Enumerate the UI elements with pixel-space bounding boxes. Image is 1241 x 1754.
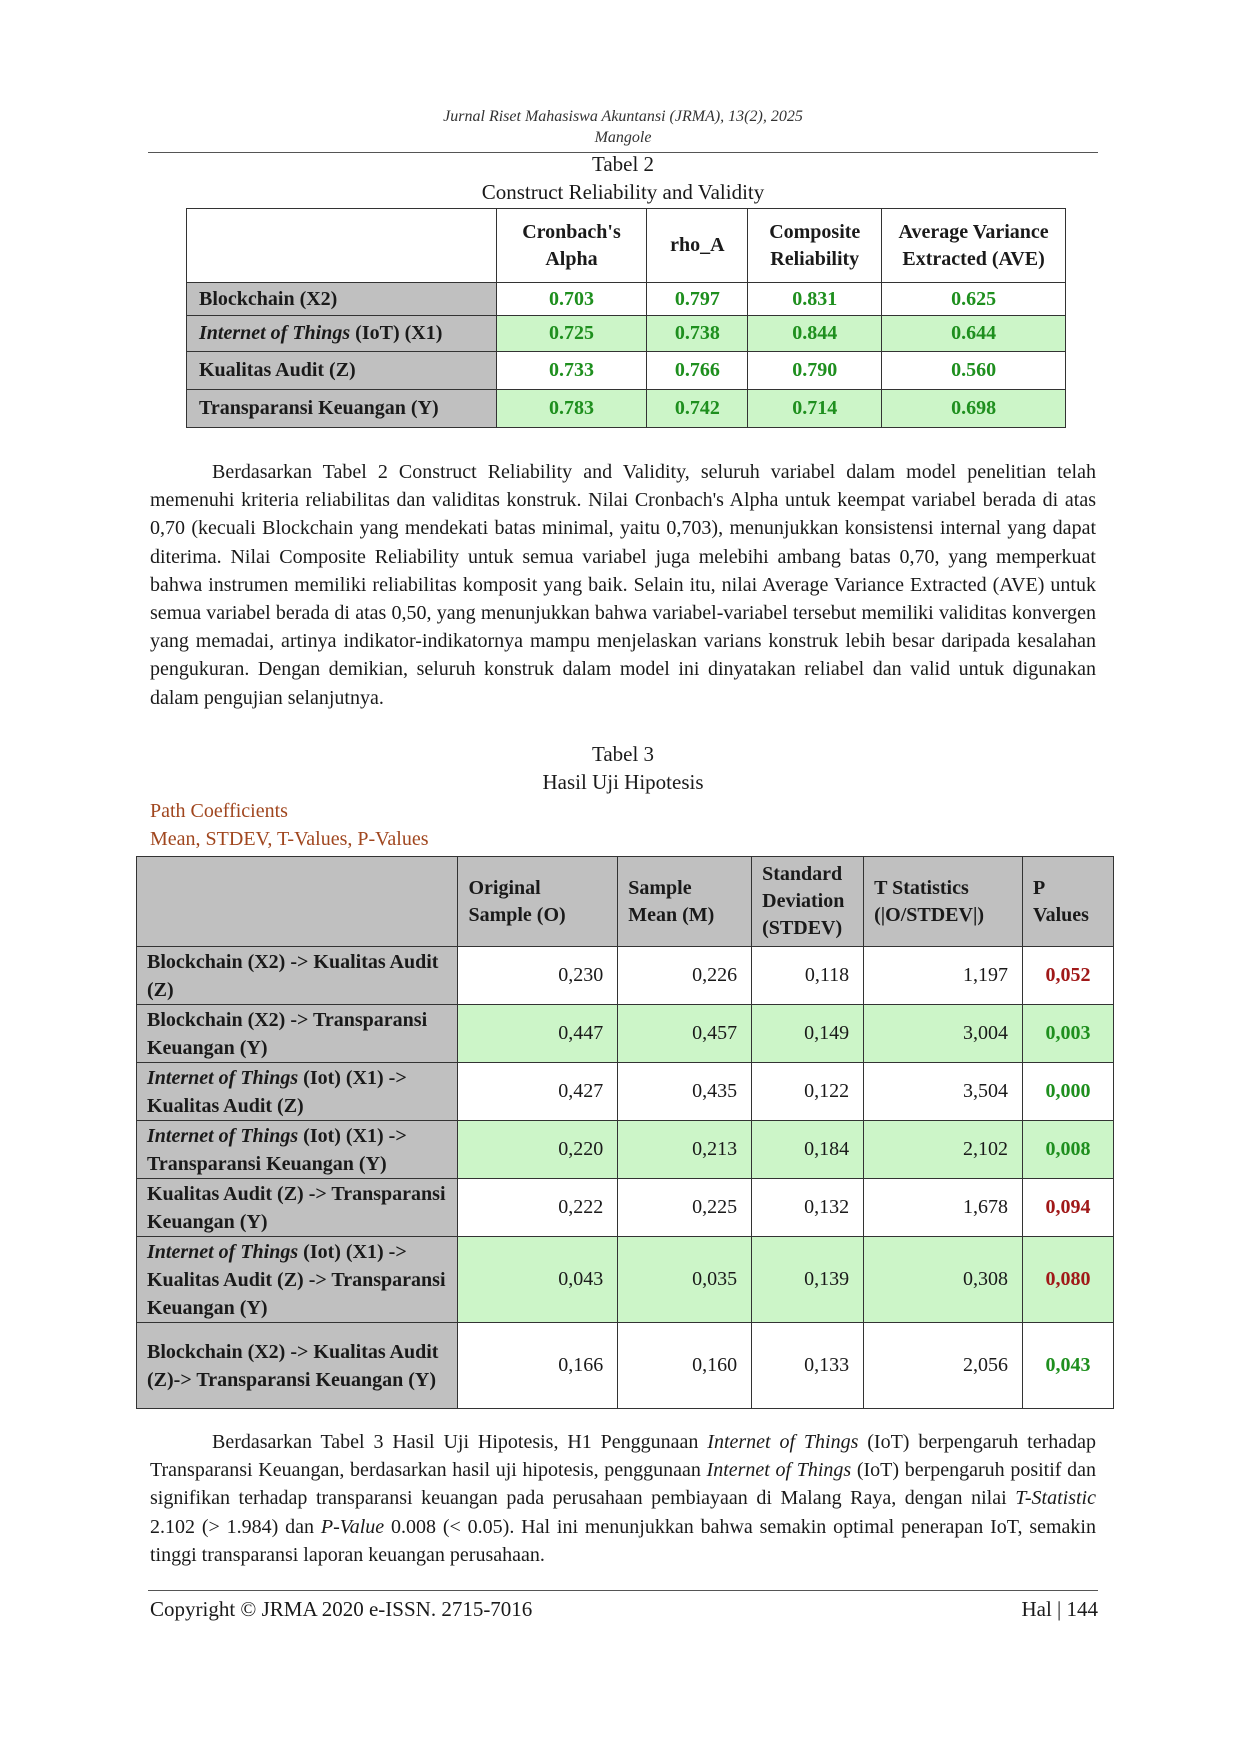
value-cell: 0,139 (752, 1237, 864, 1323)
value-cell: 0,222 (458, 1179, 618, 1237)
column-header: T Statistics (|O/STDEV|) (864, 857, 1023, 947)
empty-header-cell (187, 209, 497, 283)
value-cell: 3,504 (864, 1063, 1023, 1121)
row-label: Blockchain (X2) -> Kualitas Audit (Z)-> Transparansi Keuangan (Y) (137, 1323, 458, 1409)
p-value-cell: 0,052 (1023, 947, 1114, 1005)
table2-title: Construct Reliability and Validity (481, 180, 765, 204)
row-label: Transparansi Keuangan (Y) (187, 390, 497, 428)
hypothesis-test-table (136, 856, 1114, 1409)
p-value-cell: 0,000 (1023, 1063, 1114, 1121)
value-cell: 0,160 (618, 1323, 752, 1409)
table-row (137, 1237, 1114, 1323)
value-cell: 0,447 (458, 1005, 618, 1063)
p-value-cell: 0,008 (1023, 1121, 1114, 1179)
value-cell: 0.625 (882, 283, 1066, 316)
row-label: Kualitas Audit (Z) -> Transparansi Keuangan (Y) (137, 1179, 458, 1237)
table-row (137, 1063, 1114, 1121)
table3-title: Hasil Uji Hipotesis (542, 770, 704, 794)
row-label: Kualitas Audit (Z) (187, 352, 497, 390)
value-cell: 0,133 (752, 1323, 864, 1409)
value-cell: 0,184 (752, 1121, 864, 1179)
row-label: Blockchain (X2) -> Transparansi Keuangan (Y) (137, 1005, 458, 1063)
column-header: rho_A (647, 209, 748, 283)
table3-number: Tabel 3 (591, 742, 655, 766)
value-cell: 2,056 (864, 1323, 1023, 1409)
row-label: Internet of Things (IoT) (X1) (187, 316, 497, 352)
value-cell: 0.766 (647, 352, 748, 390)
value-cell: 0,427 (458, 1063, 618, 1121)
value-cell: 0,035 (618, 1237, 752, 1323)
value-cell: 0,435 (618, 1063, 752, 1121)
value-cell: 0,457 (618, 1005, 752, 1063)
value-cell: 0,043 (458, 1237, 618, 1323)
value-cell: 0,132 (752, 1179, 864, 1237)
value-cell: 0.714 (748, 390, 882, 428)
row-label: Internet of Things (Iot) (X1) -> Transparansi Keuangan (Y) (137, 1121, 458, 1179)
column-header: Original Sample (O) (458, 857, 618, 947)
value-cell: 0,149 (752, 1005, 864, 1063)
p-value-cell: 0,094 (1023, 1179, 1114, 1237)
column-header: Sample Mean (M) (618, 857, 752, 947)
running-header (148, 106, 1098, 148)
value-cell: 0.733 (496, 352, 647, 390)
value-cell: 0.844 (748, 316, 882, 352)
table-row (187, 352, 1066, 390)
p-value-cell: 0,003 (1023, 1005, 1114, 1063)
copyright-text: Copyright © JRMA 2020 e-ISSN. 2715-7016 (150, 1597, 533, 1621)
table-header-row (137, 857, 1114, 947)
p-value-cell: 0,080 (1023, 1237, 1114, 1323)
construct-reliability-table (186, 208, 1066, 428)
table3-subtitle-path: Path Coefficients (150, 800, 288, 822)
value-cell: 0,213 (618, 1121, 752, 1179)
table-row (137, 1121, 1114, 1179)
value-cell: 0.831 (748, 283, 882, 316)
value-cell: 3,004 (864, 1005, 1023, 1063)
column-header: Standard Deviation (STDEV) (752, 857, 864, 947)
value-cell: 0.790 (748, 352, 882, 390)
value-cell: 0.738 (647, 316, 748, 352)
table3-subtitle-stats: Mean, STDEV, T-Values, P-Values (150, 828, 429, 850)
value-cell: 0,226 (618, 947, 752, 1005)
table2-number: Tabel 2 (591, 152, 655, 176)
body-paragraph-2: Berdasarkan Tabel 3 Hasil Uji Hipotesis, H1 Penggunaan Internet of Things (IoT) berpengaruh terhadap Transparansi Keuangan, berdasarkan hasil uji hipotesis, penggunaan Internet of Things (IoT) berpengaruh positif dan signifikan terhadap transparansi keuangan pada perusahaan pembiayaan di Malang Raya, dengan nilai T-Statistic 2.102 (> 1.984) dan P-Value 0.008 (< 0.05). Hal ini menunjukkan bahwa semakin optimal penerapan IoT, semakin tinggi transparansi laporan keuangan perusahaan. (150, 1431, 1097, 1566)
value-cell: 0.644 (882, 316, 1066, 352)
table-header-row (187, 209, 1066, 283)
value-cell: 0.797 (647, 283, 748, 316)
column-header: Cronbach's Alpha (496, 209, 647, 283)
author-name: Mangole (594, 129, 652, 146)
value-cell: 2,102 (864, 1121, 1023, 1179)
value-cell: 0,225 (618, 1179, 752, 1237)
value-cell: 0.783 (496, 390, 647, 428)
table-row (137, 1323, 1114, 1409)
footer-divider (148, 1590, 1098, 1591)
value-cell: 0,122 (752, 1063, 864, 1121)
value-cell: 1,678 (864, 1179, 1023, 1237)
value-cell: 1,197 (864, 947, 1023, 1005)
value-cell: 0.742 (647, 390, 748, 428)
value-cell: 0,220 (458, 1121, 618, 1179)
row-label: Blockchain (X2) -> Kualitas Audit (Z) (137, 947, 458, 1005)
value-cell: 0,166 (458, 1323, 618, 1409)
value-cell: 0.703 (496, 283, 647, 316)
value-cell: 0,308 (864, 1237, 1023, 1323)
page-number: Hal | 144 (1021, 1597, 1098, 1621)
column-header: P Values (1023, 857, 1114, 947)
column-header: Composite Reliability (748, 209, 882, 283)
journal-name: Jurnal Riset Mahasiswa Akuntansi (JRMA), 13(2), 2025 (443, 108, 803, 125)
value-cell: 0.560 (882, 352, 1066, 390)
value-cell: 0.725 (496, 316, 647, 352)
table-row (137, 947, 1114, 1005)
value-cell: 0,230 (458, 947, 618, 1005)
row-label: Blockchain (X2) (187, 283, 497, 316)
table-row (137, 1179, 1114, 1237)
value-cell: 0.698 (882, 390, 1066, 428)
value-cell: 0,118 (752, 947, 864, 1005)
table-row (187, 283, 1066, 316)
table-row (187, 316, 1066, 352)
row-label: Internet of Things (Iot) (X1) -> Kualitas Audit (Z) (137, 1063, 458, 1121)
column-header: Average Variance Extracted (AVE) (882, 209, 1066, 283)
p-value-cell: 0,043 (1023, 1323, 1114, 1409)
table-row (137, 1005, 1114, 1063)
table-row (187, 390, 1066, 428)
row-label: Internet of Things (Iot) (X1) -> Kualitas Audit (Z) -> Transparansi Keuangan (Y) (137, 1237, 458, 1323)
body-paragraph-1: Berdasarkan Tabel 2 Construct Reliability and Validity, seluruh variabel dalam model penelitian telah memenuhi kriteria reliabilitas dan validitas konstruk. Nilai Cronbach's Alpha untuk keempat variabel berada di atas 0,70 (kecuali Blockchain yang mendekati batas minimal, yaitu 0,703), menunjukkan konsistensi internal yang dapat diterima. Nilai Composite Reliability untuk semua variabel juga melebihi ambang batas 0,70, yang memperkuat bahwa instrumen memiliki reliabilitas komposit yang baik. Selain itu, nilai Average Variance Extracted (AVE) untuk semua variabel berada di atas 0,50, yang menunjukkan bahwa variabel-variabel tersebut memiliki validitas konvergen yang memadai, artinya indikator-indikatornya mampu menjelaskan varians konstruk lebih besar daripada kesalahan pengukuran. Dengan demikian, seluruh konstruk dalam model ini dinyatakan reliabel dan valid untuk digunakan dalam pengujian selanjutnya. (150, 461, 1096, 709)
empty-header-cell (137, 857, 458, 947)
